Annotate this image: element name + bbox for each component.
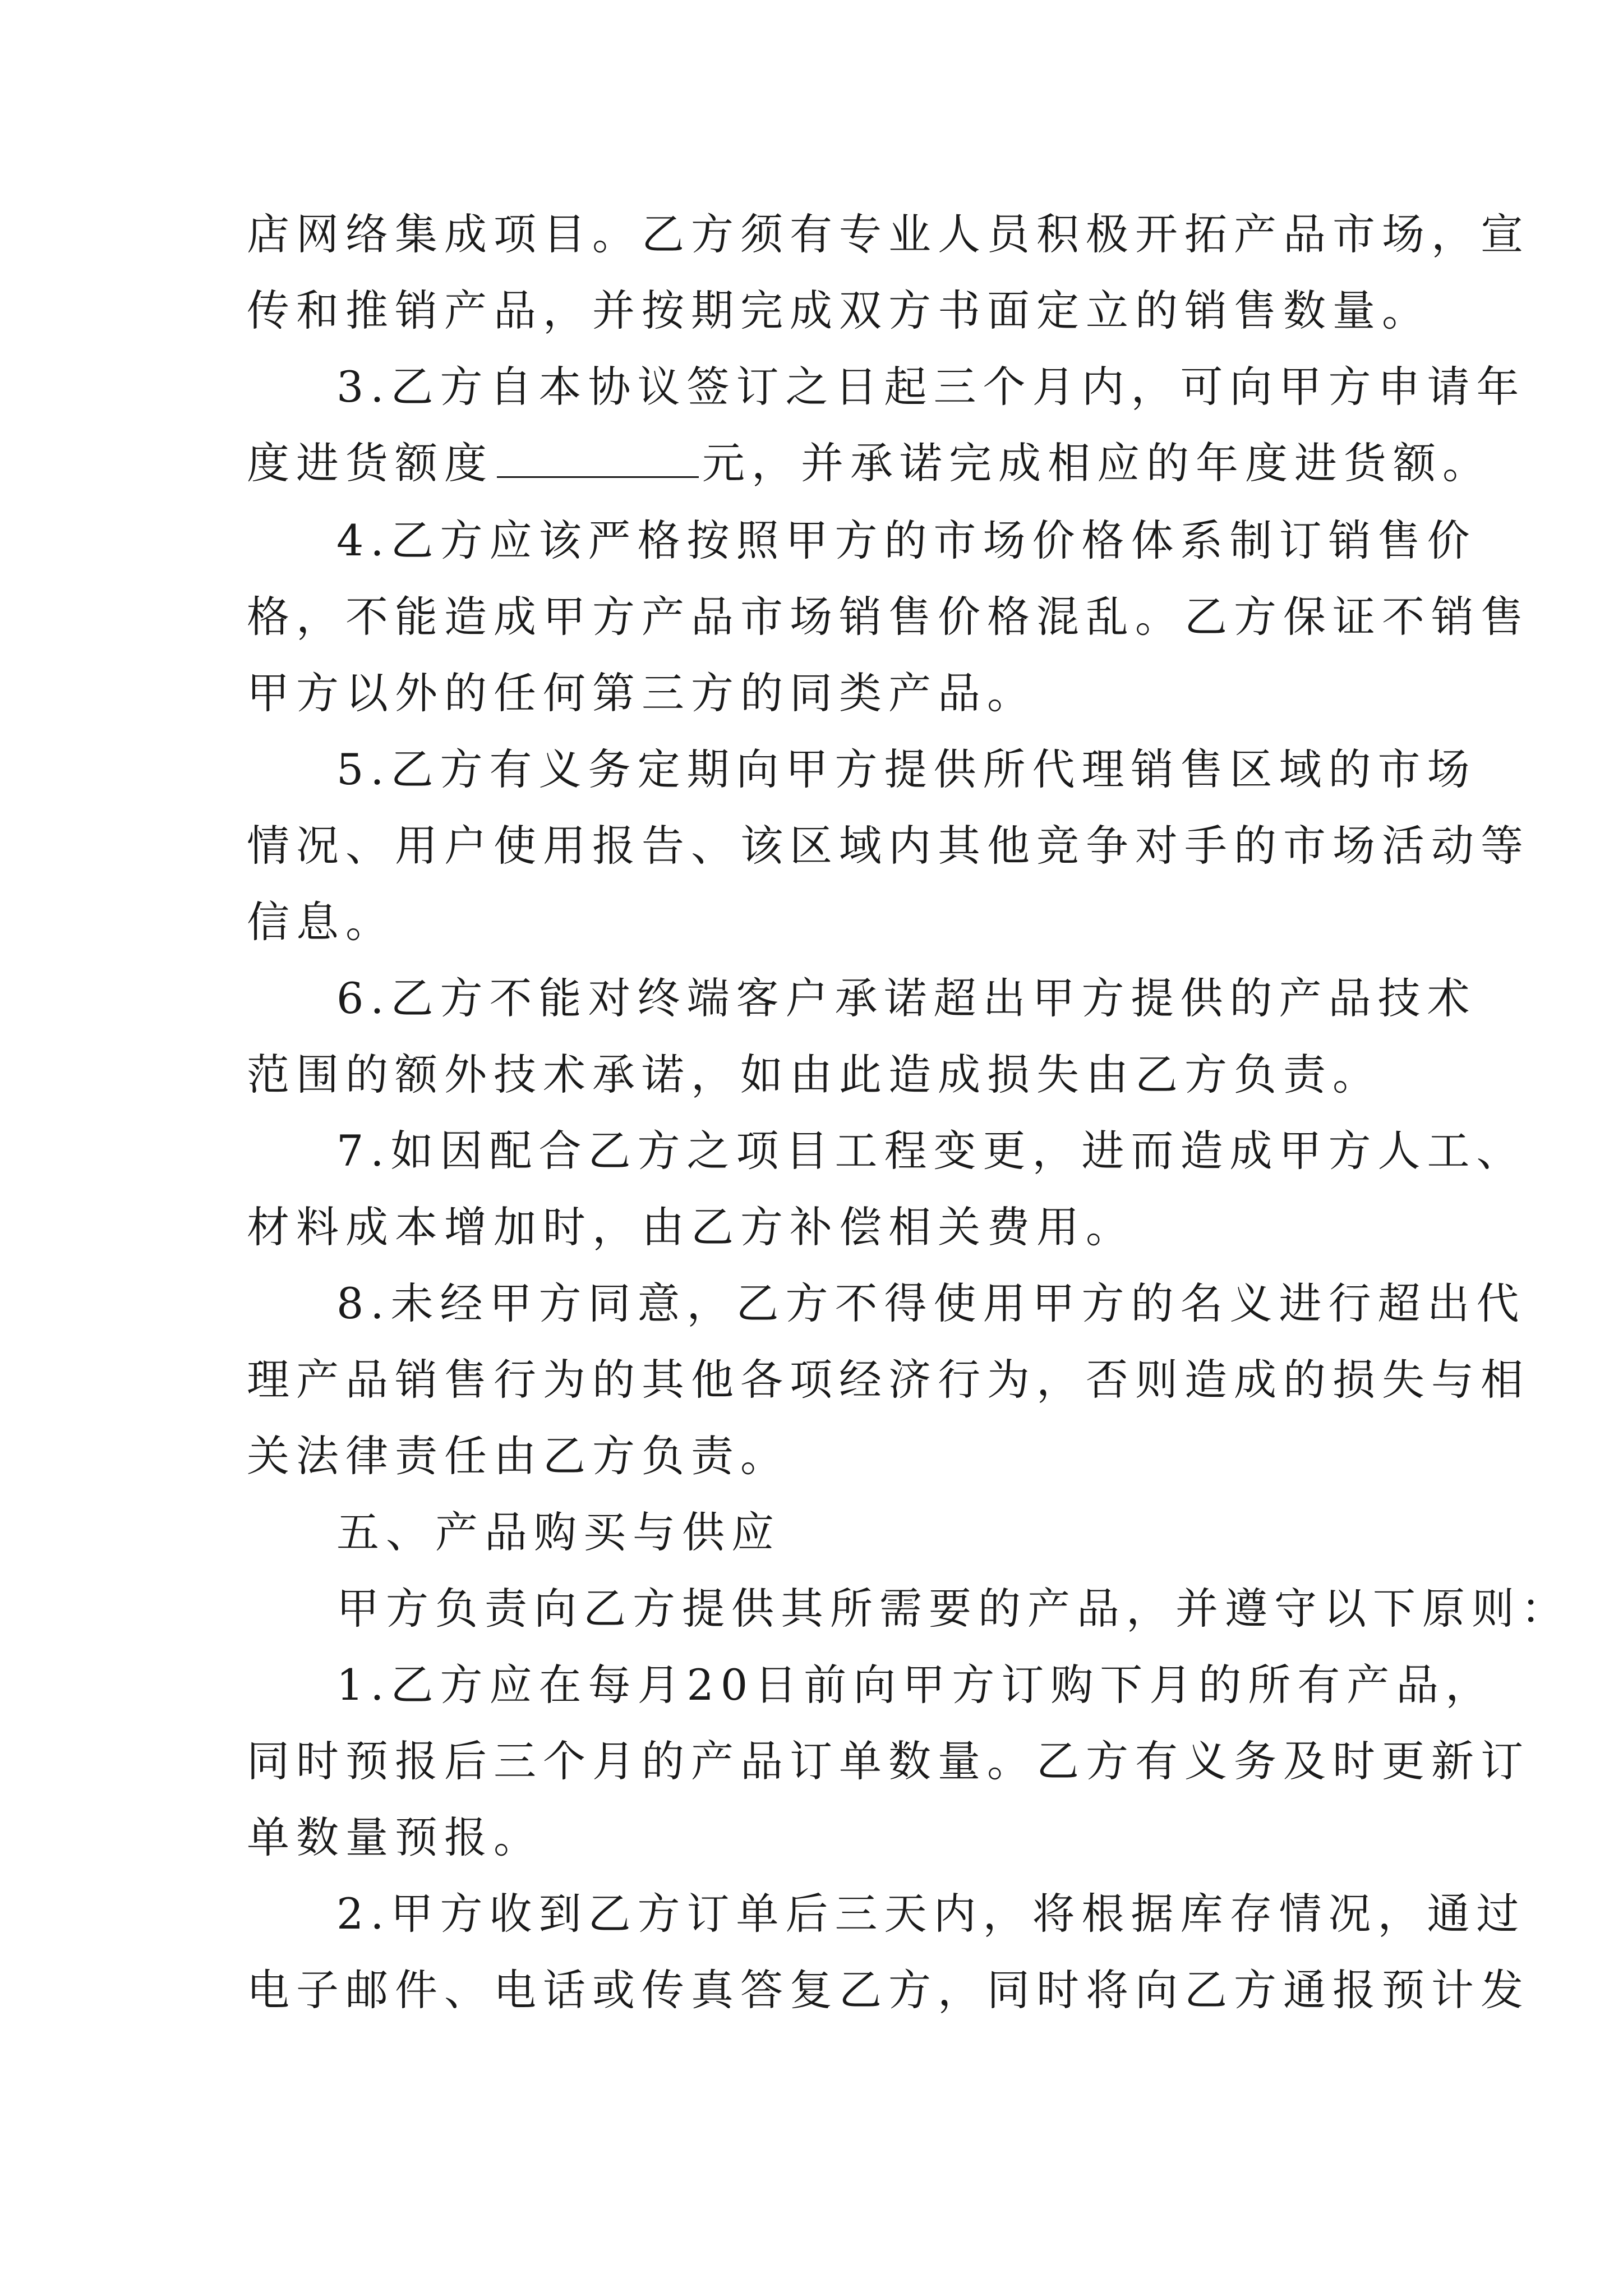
text-line: 理产品销售行为的其他各项经济行为，否则造成的损失与相 <box>247 1355 1530 1405</box>
text-line: 2.甲方收到乙方订单后三天内，将根据库存情况，通过 <box>336 1889 1526 1939</box>
text-line: 信息。 <box>247 897 395 947</box>
text-line: 同时预报后三个月的产品订单数量。乙方有义务及时更新订 <box>247 1736 1530 1786</box>
text-fragment: 度进货额度 <box>247 438 494 488</box>
text-line: 传和推销产品，并按期完成双方书面定立的销售数量。 <box>247 286 1431 335</box>
text-line: 7.如因配合乙方之项目工程变更，进而造成甲方人工、 <box>336 1126 1526 1176</box>
text-line: 情况、用户使用报告、该区域内其他竞争对手的市场活动等 <box>247 821 1530 871</box>
text-line: 格，不能造成甲方产品市场销售价格混乱。乙方保证不销售 <box>247 592 1530 642</box>
text-line: 甲方负责向乙方提供其所需要的产品，并遵守以下原则： <box>336 1584 1570 1634</box>
text-line: 关法律责任由乙方负责。 <box>247 1431 790 1481</box>
text-line: 范围的额外技术承诺，如由此造成损失由乙方负责。 <box>247 1050 1382 1099</box>
text-line: 电子邮件、电话或传真答复乙方，同时将向乙方通报预计发 <box>247 1965 1530 2015</box>
text-line: 店网络集成项目。乙方须有专业人员积极开拓产品市场，宣 <box>247 209 1530 259</box>
text-fragment: 元，并承诺完成相应的年度进货额。 <box>702 438 1492 488</box>
text-line-with-blank <box>247 435 1492 491</box>
text-line: 1.乙方应在每月20日前向甲方订购下月的所有产品， <box>336 1660 1495 1710</box>
text-line: 3.乙方自本协议签订之日起三个月内，可向甲方申请年 <box>336 362 1526 412</box>
text-line: 5.乙方有义务定期向甲方提供所代理销售区域的市场 <box>336 744 1477 794</box>
text-line: 单数量预报。 <box>247 1812 543 1862</box>
text-line: 6.乙方不能对终端客户承诺超出甲方提供的产品技术 <box>336 973 1477 1023</box>
text-line: 甲方以外的任何第三方的同类产品。 <box>247 668 1036 718</box>
fill-in-blank <box>497 439 699 478</box>
section-heading: 五、产品购买与供应 <box>336 1507 781 1557</box>
text-line: 8.未经甲方同意，乙方不得使用甲方的名义进行超出代 <box>336 1278 1526 1328</box>
text-line: 材料成本增加时，由乙方补偿相关费用。 <box>247 1202 1135 1252</box>
text-line: 4.乙方应该严格按照甲方的市场价格体系制订销售价 <box>336 516 1477 565</box>
